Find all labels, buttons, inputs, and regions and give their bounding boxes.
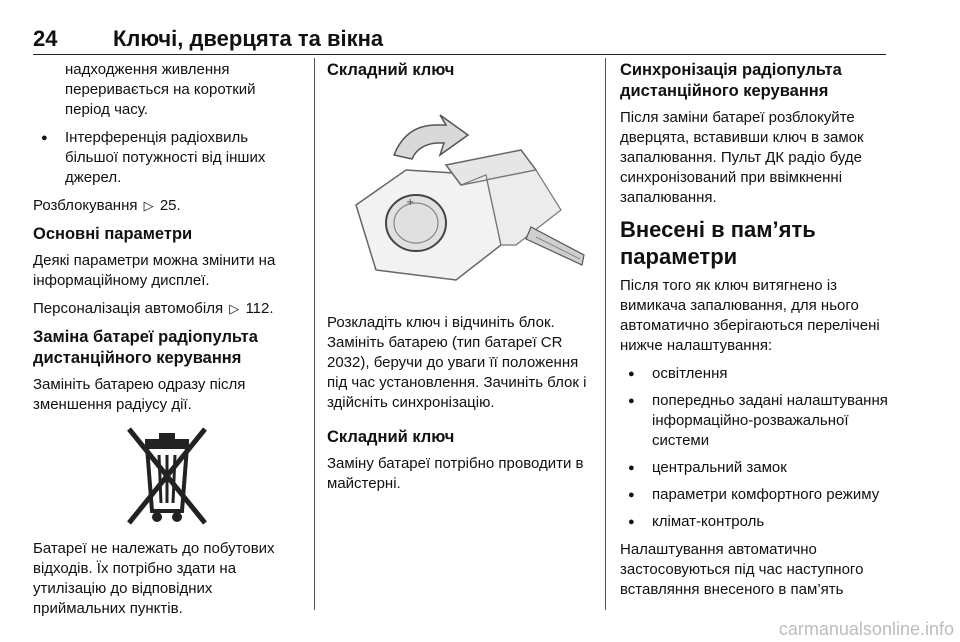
arrow-icon: ▷ xyxy=(229,301,240,316)
steps-text: Розкладіть ключ і відчиніть блок. Замініть батарею (тип батареї CR 2032), беручи до уваги її положення під час установлення. Зачиніть блок і здійсніть синхронізацію. xyxy=(327,314,587,411)
page-number: 24 xyxy=(33,26,58,51)
heading-folding-key-2: Складний ключ xyxy=(327,428,455,446)
column-divider-2 xyxy=(605,58,606,610)
unlock-reference xyxy=(33,196,301,216)
workshop-text: Заміну батареї потрібно проводити в майстерні. xyxy=(327,455,584,492)
list-item: ● клімат-контроль xyxy=(620,512,888,532)
heading-folding-key-1: Складний ключ xyxy=(327,61,455,79)
heading-battery-replacement: Заміна батареї радіопульта дистанційного керування xyxy=(33,328,258,367)
watermark: carmanualsonline.info xyxy=(778,619,954,639)
unlock-text: Розблокування xyxy=(33,197,138,214)
unlock-page-ref[interactable]: 25. xyxy=(159,197,181,214)
sync-text: Після заміни батареї розблокуйте дверцята, вставивши ключ в замок запалювання. Пульт ДК радіо буде синхронізований при ввімкненні запалювання. xyxy=(620,109,864,206)
page-header xyxy=(33,20,886,55)
page-title: Ключі, дверцята та вікна xyxy=(113,26,384,51)
recycle-bin-crossed-icon xyxy=(119,423,215,527)
column-2 xyxy=(327,60,595,502)
applied-settings-text: Налаштування автоматично застосовуються під час наступного вставляння внесеного в пам’ять xyxy=(620,541,864,598)
personalization-reference xyxy=(33,299,301,319)
column-1 xyxy=(33,60,301,627)
folding-key-illustration xyxy=(336,95,586,295)
column-3 xyxy=(620,60,888,608)
bullet-list xyxy=(33,128,301,188)
saved-settings-text: Після того як ключ витягнено із вимикача запалювання, для нього автоматично зберігаються перелічені нижче налаштування: xyxy=(620,277,880,354)
bullet-interference: ● Інтерференція радіохвиль більшої потужності від інших джерел. xyxy=(33,128,301,188)
svg-text:+: + xyxy=(406,197,415,208)
list-item: ● параметри комфортного режиму xyxy=(620,485,888,505)
battery-replacement-text: Замініть батарею одразу після зменшення радіусу дії. xyxy=(33,376,246,413)
personalization-text: Персоналізація автомобіля xyxy=(33,300,224,317)
continued-bullet-text: надходження живлення переривається на короткий період часу. xyxy=(65,61,256,118)
heading-sync: Синхронізація радіопульта дистанційного керування xyxy=(620,61,842,100)
personalization-page-ref[interactable]: 112. xyxy=(245,300,274,317)
list-item: ● попередньо задані налаштування інформаційно-розважальної системи xyxy=(620,391,888,451)
arrow-icon: ▷ xyxy=(143,198,154,213)
saved-settings-list xyxy=(620,364,888,532)
basic-settings-text: Деякі параметри можна змінити на інформаційному дисплеї. xyxy=(33,252,276,289)
column-divider-1 xyxy=(314,58,315,610)
heading-basic-settings: Основні параметри xyxy=(33,225,193,243)
list-item: ● освітлення xyxy=(620,364,888,384)
heading-saved-settings: Внесені в пам’ять параметри xyxy=(620,217,816,269)
battery-disposal-text: Батареї не належать до побутових відходів. Їх потрібно здати на утилізацію до відповідних приймальних пунктів. xyxy=(33,540,275,617)
list-item: ● центральний замок xyxy=(620,458,888,478)
